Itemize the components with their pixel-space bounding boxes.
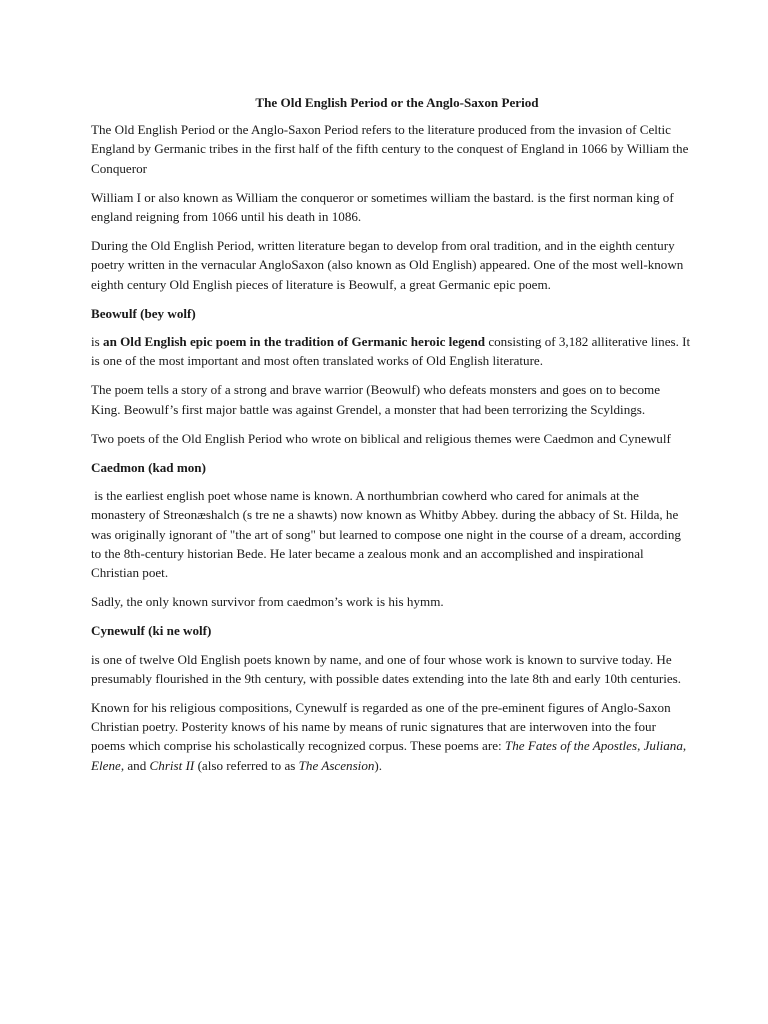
poem-title: Juliana <box>643 738 683 754</box>
paragraph-cynewulf-works <box>91 698 691 775</box>
poem-title: Elene <box>91 757 121 773</box>
paragraph-cynewulf: is one of twelve Old English poets known by name, and one of four whose work is known to survive today. He presumably flourished in the 9th century, with possible dates extending into the late 8th and early 10th centuries. <box>91 651 682 686</box>
heading-caedmon: Caedmon (kad mon) <box>91 460 206 476</box>
document-page <box>91 93 691 785</box>
text-span: , <box>637 738 644 754</box>
document-title: The Old English Period or the Anglo-Saxon Period <box>255 95 539 110</box>
bold-text: an Old English epic poem in the tradition of Germanic heroic legend <box>103 334 486 350</box>
text-span: , <box>682 738 687 754</box>
paragraph-william: William I or also known as William the conqueror or sometimes william the bastard. is the first norman king of england reigning from 1066 until his death in 1086. <box>91 189 674 225</box>
poem-title: The Fates of the Apostles <box>504 738 638 754</box>
text-span: Known for his religious compositions, Cynewulf is regarded as one of the pre-eminent figures of Anglo-Saxon Christian poetry. Posterity knows of his name by means of runic signatures that are interwoven into the four poems which comprise his scholastically recognized corpus. These poems are: <box>91 700 671 754</box>
text-span: consisting of 3,182 alliterative lines. It is one of the most important and most often translated works of Old English literature. <box>91 334 691 369</box>
text-span: , and <box>120 757 150 773</box>
paragraph-caedmon-hymn: Sadly, the only known survivor from caedmon’s work is his hymm. <box>91 594 444 610</box>
paragraph-oral-tradition: During the Old English Period, written literature began to develop from oral tradition, and in the eighth century poetry written in the vernacular AngloSaxon (also known as Old English) appeared. One of the most well-known eighth century Old English pieces of literature is Beowulf, a great Germanic epic poem. <box>91 238 684 292</box>
paragraph-intro: The Old English Period or the Anglo-Saxon Period refers to the literature produced from the invasion of Celtic England by Germanic tribes in the first half of the fifth century to the conquest of England in 1066 by William the Conqueror <box>91 122 689 176</box>
paragraph-beowulf <box>91 332 691 370</box>
heading-cynewulf: Cynewulf (ki ne wolf) <box>91 623 212 639</box>
paragraph-beowulf-story: The poem tells a story of a strong and brave warrior (Beowulf) who defeats monsters and goes on to become King. Beowulf’s first major battle was against Grendel, a monster that had been terrorizing the Scyldings. <box>91 382 661 417</box>
poem-title: Christ II <box>149 757 195 773</box>
poem-title: The Ascension <box>298 757 375 773</box>
text-span: is <box>91 334 104 350</box>
text-span: ). <box>374 757 383 773</box>
paragraph-two-poets: Two poets of the Old English Period who wrote on biblical and religious themes were Caedmon and Cynewulf <box>91 430 671 446</box>
text-span: (also referred to as <box>194 757 299 773</box>
paragraph-caedmon: is the earliest english poet whose name is known. A northumbrian cowherd who cared for animals at the monastery of Streonæshalch (s tre ne a shawts) now known as Whitby Abbey. during the abbacy of St. Hilda, he was originally ignorant of "the art of song" but learned to compose one night in the course of a dream, according to the 8th-century historian Bede. He later became a zealous monk and an accomplished and inspirational Christian poet. <box>91 488 685 581</box>
heading-beowulf: Beowulf (bey wolf) <box>91 305 196 321</box>
